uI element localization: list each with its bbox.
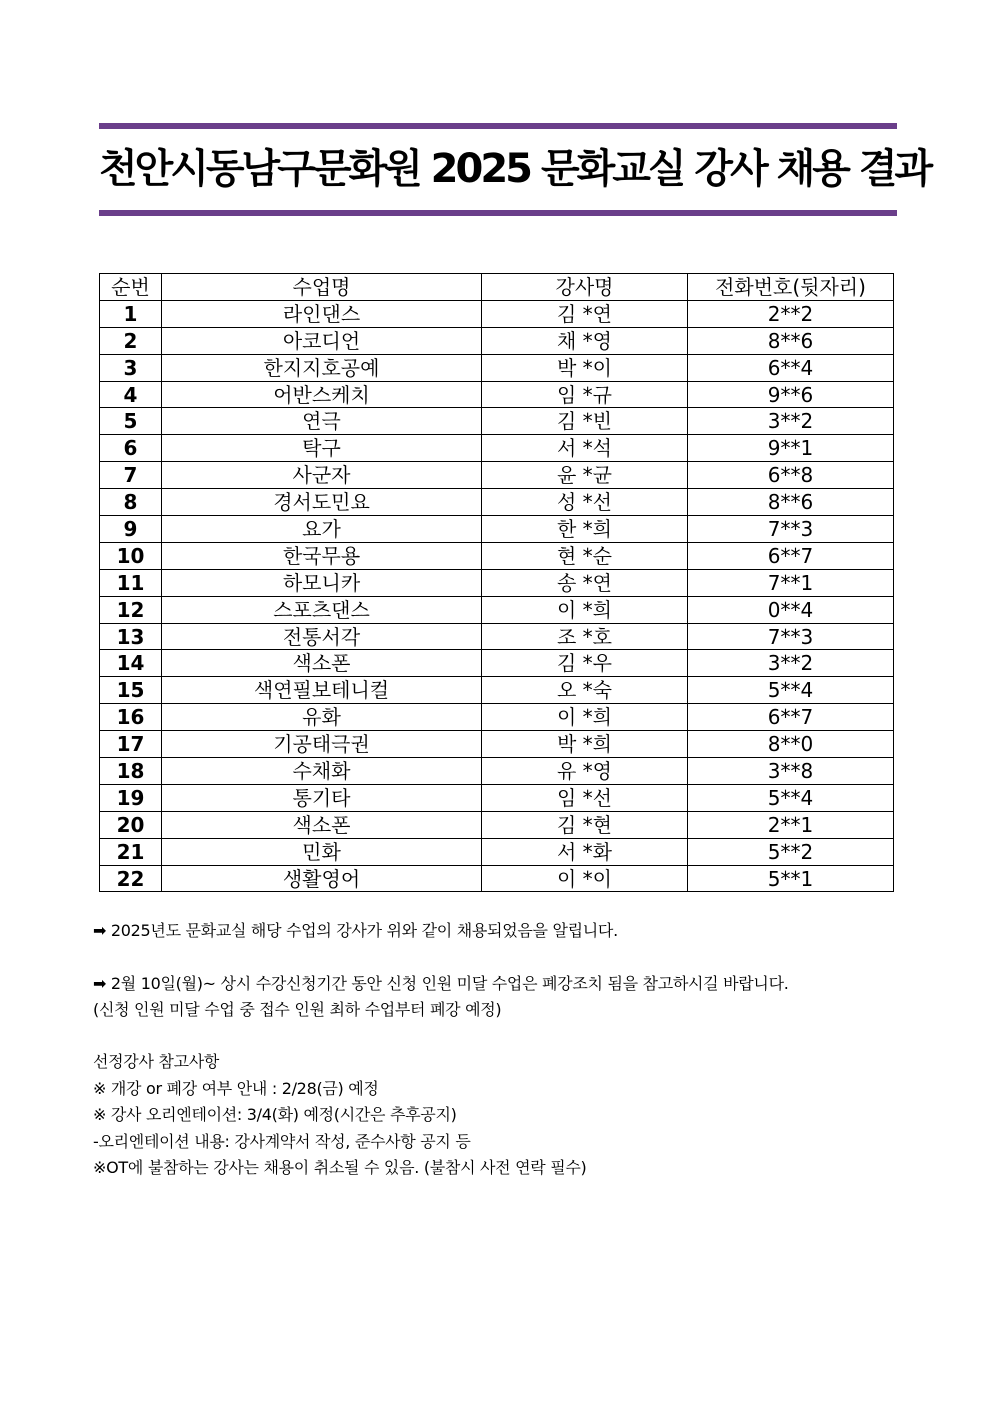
row-teacher-name: 서 *석 [482,435,688,462]
row-teacher-name: 조 *호 [482,623,688,650]
row-teacher-name: 김 *빈 [482,408,688,435]
row-phone: 3**2 [688,408,894,435]
row-number: 10 [100,542,162,569]
row-teacher-name: 김 *연 [482,300,688,327]
row-teacher-name: 임 *규 [482,381,688,408]
title-top-rule [99,123,897,129]
row-teacher-name: 이 *희 [482,596,688,623]
row-class-name: 라인댄스 [162,300,482,327]
table-row [100,704,894,731]
row-number: 3 [100,354,162,381]
row-class-name: 전통서각 [162,623,482,650]
table-row [100,300,894,327]
row-number: 16 [100,704,162,731]
table-row [100,569,894,596]
row-number: 22 [100,865,162,892]
table-body [100,300,894,892]
row-teacher-name: 박 *희 [482,731,688,758]
header-number: 순번 [100,274,162,301]
table-row [100,354,894,381]
table-header-row [100,274,894,301]
row-number: 6 [100,435,162,462]
row-class-name: 탁구 [162,435,482,462]
table-row [100,784,894,811]
row-phone: 2**2 [688,300,894,327]
row-class-name: 유화 [162,704,482,731]
table-row [100,758,894,785]
reference-item: ※OT에 불참하는 강사는 채용이 취소될 수 있음. (불참시 사전 연락 필수) [93,1158,587,1177]
row-number: 20 [100,811,162,838]
row-teacher-name: 송 *연 [482,569,688,596]
row-number: 1 [100,300,162,327]
row-class-name: 색소폰 [162,650,482,677]
row-phone: 5**2 [688,838,894,865]
row-phone: 5**1 [688,865,894,892]
notice-cancellation: ➡ 2월 10일(월)~ 상시 수강신청기간 동안 신청 인원 미달 수업은 폐강조치 됨을 참고하시길 바랍니다. [93,974,789,993]
table-row [100,489,894,516]
row-phone: 7**3 [688,623,894,650]
row-class-name: 사군자 [162,462,482,489]
row-teacher-name: 성 *선 [482,489,688,516]
row-class-name: 색연필보테니컬 [162,677,482,704]
row-teacher-name: 이 *이 [482,865,688,892]
row-number: 5 [100,408,162,435]
row-teacher-name: 박 *이 [482,354,688,381]
row-teacher-name: 채 *영 [482,327,688,354]
row-class-name: 어반스케치 [162,381,482,408]
row-number: 12 [100,596,162,623]
notice-cancellation-detail: (신청 인원 미달 수업 중 접수 인원 최하 수업부터 폐강 예정) [93,1000,502,1019]
row-phone: 9**1 [688,435,894,462]
row-teacher-name: 유 *영 [482,758,688,785]
table-row [100,811,894,838]
row-class-name: 아코디언 [162,327,482,354]
row-phone: 5**4 [688,784,894,811]
row-phone: 8**6 [688,489,894,516]
table-row [100,623,894,650]
row-class-name: 연극 [162,408,482,435]
row-phone: 6**7 [688,542,894,569]
row-class-name: 스포츠댄스 [162,596,482,623]
row-class-name: 한지지호공예 [162,354,482,381]
row-phone: 8**0 [688,731,894,758]
row-class-name: 색소폰 [162,811,482,838]
row-phone: 5**4 [688,677,894,704]
row-phone: 9**6 [688,381,894,408]
row-teacher-name: 오 *숙 [482,677,688,704]
notice-hiring: ➡ 2025년도 문화교실 해당 수업의 강사가 위와 같이 채용되었음을 알립니다. [93,921,618,940]
row-number: 8 [100,489,162,516]
row-class-name: 민화 [162,838,482,865]
row-phone: 3**2 [688,650,894,677]
row-teacher-name: 윤 *균 [482,462,688,489]
page-title: 천안시동남구문화원 2025 문화교실 강사 채용 결과 [99,146,931,192]
table-row [100,516,894,543]
row-number: 2 [100,327,162,354]
hiring-result-table [99,273,894,892]
row-phone: 6**7 [688,704,894,731]
table-row [100,731,894,758]
row-teacher-name: 김 *현 [482,811,688,838]
row-class-name: 경서도민요 [162,489,482,516]
table-row [100,381,894,408]
row-class-name: 요가 [162,516,482,543]
row-number: 4 [100,381,162,408]
row-teacher-name: 현 *순 [482,542,688,569]
row-number: 19 [100,784,162,811]
table-row [100,462,894,489]
reference-heading: 선정강사 참고사항 [93,1052,220,1071]
table-row [100,435,894,462]
row-number: 21 [100,838,162,865]
row-class-name: 생활영어 [162,865,482,892]
row-phone: 6**4 [688,354,894,381]
row-number: 13 [100,623,162,650]
table-row [100,596,894,623]
row-number: 18 [100,758,162,785]
row-class-name: 통기타 [162,784,482,811]
row-phone: 0**4 [688,596,894,623]
row-class-name: 수채화 [162,758,482,785]
row-number: 15 [100,677,162,704]
row-teacher-name: 임 *선 [482,784,688,811]
row-number: 11 [100,569,162,596]
table-row [100,838,894,865]
table-row [100,677,894,704]
reference-item: ※ 개강 or 폐강 여부 안내 : 2/28(금) 예정 [93,1078,379,1098]
row-number: 9 [100,516,162,543]
row-teacher-name: 이 *희 [482,704,688,731]
row-teacher-name: 서 *화 [482,838,688,865]
reference-item: -오리엔테이션 내용: 강사계약서 작성, 준수사항 공지 등 [93,1131,471,1151]
row-phone: 7**1 [688,569,894,596]
title-bottom-rule [99,210,897,216]
header-phone: 전화번호(뒷자리) [688,274,894,301]
header-teacher-name: 강사명 [482,274,688,301]
row-number: 17 [100,731,162,758]
table-row [100,542,894,569]
row-class-name: 하모니카 [162,569,482,596]
row-phone: 6**8 [688,462,894,489]
table-row [100,408,894,435]
table-row [100,327,894,354]
row-number: 7 [100,462,162,489]
row-class-name: 한국무용 [162,542,482,569]
table-row [100,650,894,677]
table-row [100,865,894,892]
header-class-name: 수업명 [162,274,482,301]
reference-item: ※ 강사 오리엔테이션: 3/4(화) 예정(시간은 추후공지) [93,1105,457,1124]
row-teacher-name: 김 *우 [482,650,688,677]
row-class-name: 기공태극권 [162,731,482,758]
row-phone: 7**3 [688,516,894,543]
row-teacher-name: 한 *희 [482,516,688,543]
row-phone: 3**8 [688,758,894,785]
row-number: 14 [100,650,162,677]
row-phone: 2**1 [688,811,894,838]
row-phone: 8**6 [688,327,894,354]
reference-section [93,1049,586,1182]
